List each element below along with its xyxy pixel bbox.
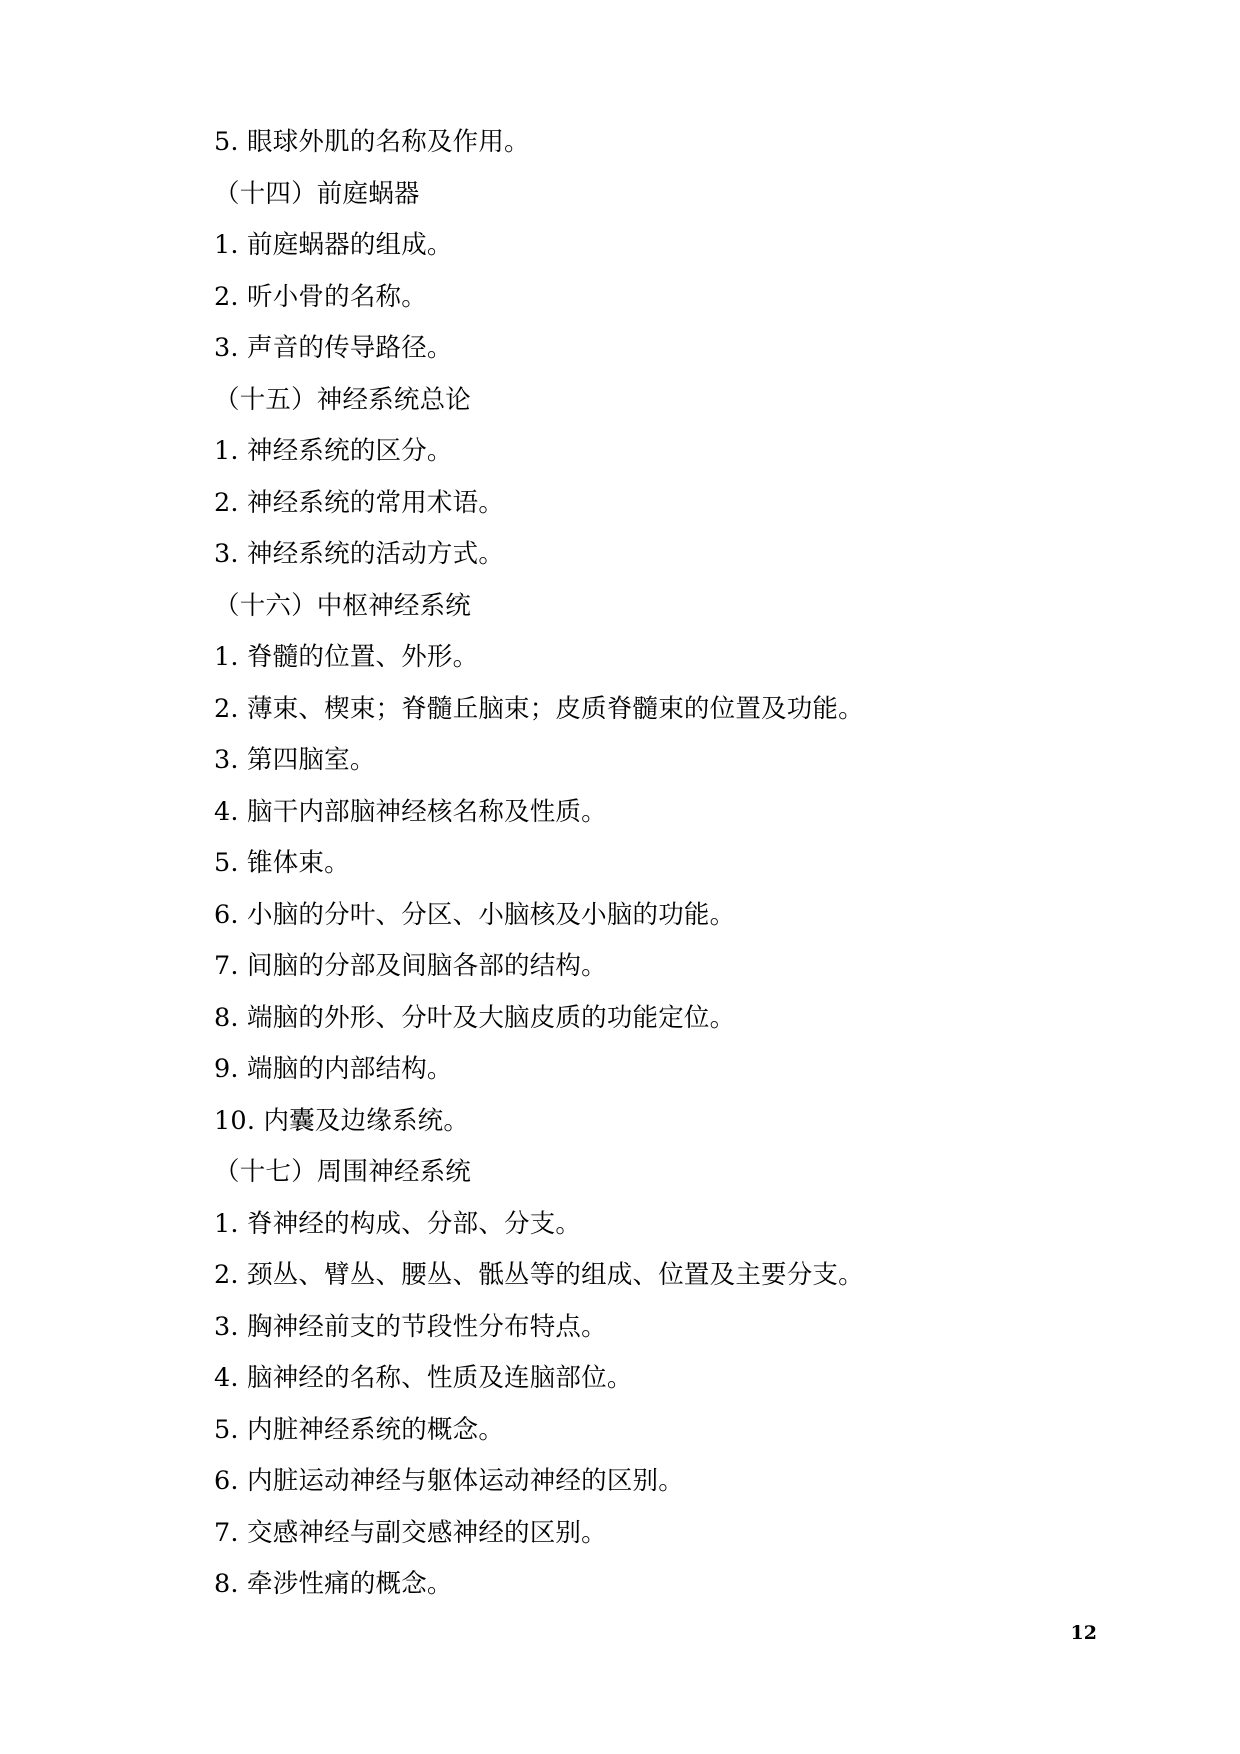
outline-item: 7. 交感神经与副交感神经的区别。 [214, 1517, 607, 1548]
outline-item: 3. 神经系统的活动方式。 [214, 539, 505, 569]
outline-item: 5. 眼球外肌的名称及作用。 [214, 127, 530, 157]
outline-item: 1. 神经系统的区分。 [214, 436, 453, 466]
outline-item: 6. 内脏运动神经与躯体运动神经的区别。 [214, 1466, 684, 1496]
outline-item: 3. 胸神经前支的节段性分布特点。 [214, 1311, 607, 1342]
outline-item: 5. 内脏神经系统的概念。 [214, 1414, 505, 1445]
section-heading: （十四）前庭蜗器 [214, 178, 420, 209]
outline-item: 5. 锥体束。 [214, 848, 350, 878]
outline-item: 8. 端脑的外形、分叶及大脑皮质的功能定位。 [214, 1002, 736, 1033]
outline-item: 1. 脊神经的构成、分部、分支。 [214, 1208, 582, 1239]
outline-item: 9. 端脑的内部结构。 [214, 1054, 453, 1084]
section-heading: （十七）周围神经系统 [214, 1157, 472, 1187]
section-heading: （十六）中枢神经系统 [214, 590, 472, 621]
outline-item: 4. 脑神经的名称、性质及连脑部位。 [214, 1363, 633, 1393]
outline-item: 6. 小脑的分叶、分区、小脑核及小脑的功能。 [214, 899, 736, 930]
outline-item: 8. 牵涉性痛的概念。 [214, 1569, 453, 1599]
outline-item: 1. 前庭蜗器的组成。 [214, 230, 453, 260]
outline-item: 3. 第四脑室。 [214, 745, 376, 775]
page-number: 12 [1070, 1622, 1097, 1644]
outline-item: 1. 脊髓的位置、外形。 [214, 642, 479, 672]
outline-item: 2. 神经系统的常用术语。 [214, 487, 505, 518]
outline-item: 2. 薄束、楔束；脊髓丘脑束；皮质脊髓束的位置及功能。 [214, 693, 864, 724]
section-heading: （十五）神经系统总论 [214, 384, 472, 415]
outline-item: 3. 声音的传导路径。 [214, 333, 453, 363]
outline-item: 4. 脑干内部脑神经核名称及性质。 [214, 796, 607, 827]
outline-item: 2. 颈丛、臂丛、腰丛、骶丛等的组成、位置及主要分支。 [214, 1260, 864, 1290]
outline-item: 7. 间脑的分部及间脑各部的结构。 [214, 951, 607, 981]
outline-item: 10. 内囊及边缘系统。 [214, 1105, 470, 1136]
outline-item: 2. 听小骨的名称。 [214, 281, 427, 312]
document-body [200, 127, 1090, 1599]
